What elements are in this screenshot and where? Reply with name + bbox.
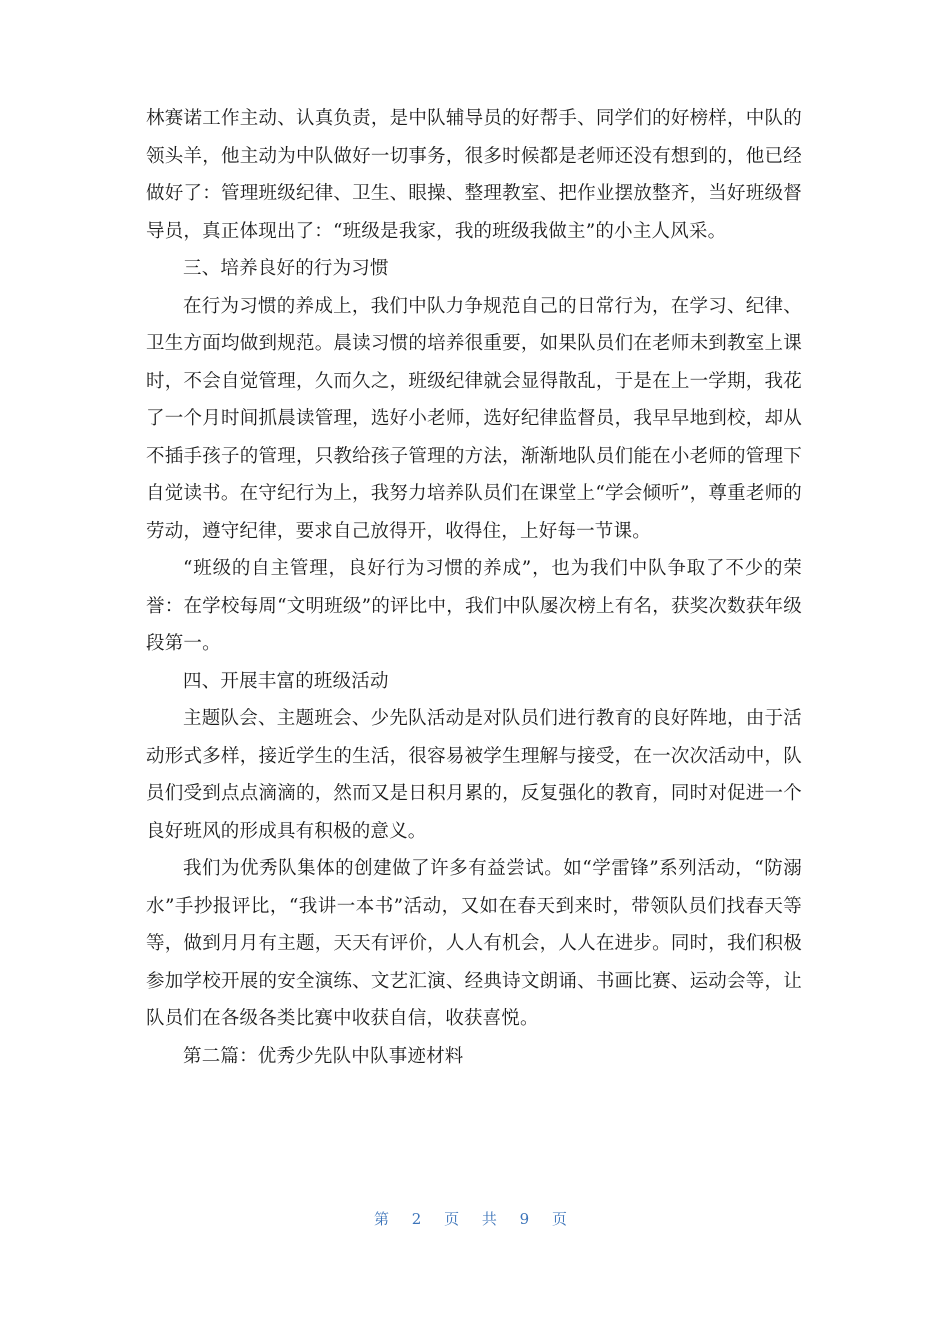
body-paragraph: 林赛诺工作主动、认真负责，是中队辅导员的好帮手、同学们的好榜样，中队的领头羊，他主动为中队做好一切事务，很多时候都是老师还没有想到的，他已经做好了：管理班级纪律、卫生、眼操、整理教室、把作业摆放整齐，当好班级督导员，真正体现出了：“班级是我家，我的班级我做主”的小主人风采。 — [146, 108, 802, 242]
page-number-footer: 第 2 页 共 9 页 — [374, 1210, 576, 1228]
body-paragraph: 我们为优秀队集体的创建做了许多有益尝试。如“学雷锋”系列活动，“防溺水”手抄报评比，“我讲一本书”活动，又如在春天到来时，带领队员们找春天等等，做到月月有主题，天天有评价，人人有机会，人人在进步。同时，我们积极参加学校开展的安全演练、文艺汇演、经典诗文朗诵、书画比赛、运动会等，让队员们在各级各类比赛中收获自信，收获喜悦。 — [146, 858, 802, 1029]
body-paragraph: 主题队会、主题班会、少先队活动是对队员们进行教育的良好阵地，由于活动形式多样，接近学生的生活，很容易被学生理解与接受，在一次次活动中，队员们受到点点滴滴的，然而又是日积月累的，反复强化的教育，同时对促进一个良好班风的形成具有积极的意义。 — [146, 708, 802, 842]
section-heading: 三、培养良好的行为习惯 — [183, 258, 389, 279]
chapter-heading: 第二篇：优秀少先队中队事迹材料 — [183, 1045, 464, 1067]
body-paragraph: “班级的自主管理，良好行为习惯的养成”，也为我们中队争取了不少的荣誉：在学校每周“文明班级”的评比中，我们中队屡次榜上有名，获奖次数获年级段第一。 — [146, 558, 802, 654]
body-paragraph: 在行为习惯的养成上，我们中队力争规范自己的日常行为，在学习、纪律、卫生方面均做到规范。晨读习惯的培养很重要，如果队员们在老师未到教室上课时，不会自觉管理，久而久之，班级纪律就会显得散乱，于是在上一学期，我花了一个月时间抓晨读管理，选好小老师，选好纪律监督员，我早早地到校，却从不插手孩子的管理，只教给孩子管理的方法，渐渐地队员们能在小老师的管理下自觉读书。在守纪行为上，我努力培养队员们在课堂上“学会倾听”，尊重老师的劳动，遵守纪律，要求自己放得开，收得住，上好每一节课。 — [146, 295, 802, 542]
section-heading: 四、开展丰富的班级活动 — [183, 670, 389, 692]
document-body — [146, 100, 802, 1075]
